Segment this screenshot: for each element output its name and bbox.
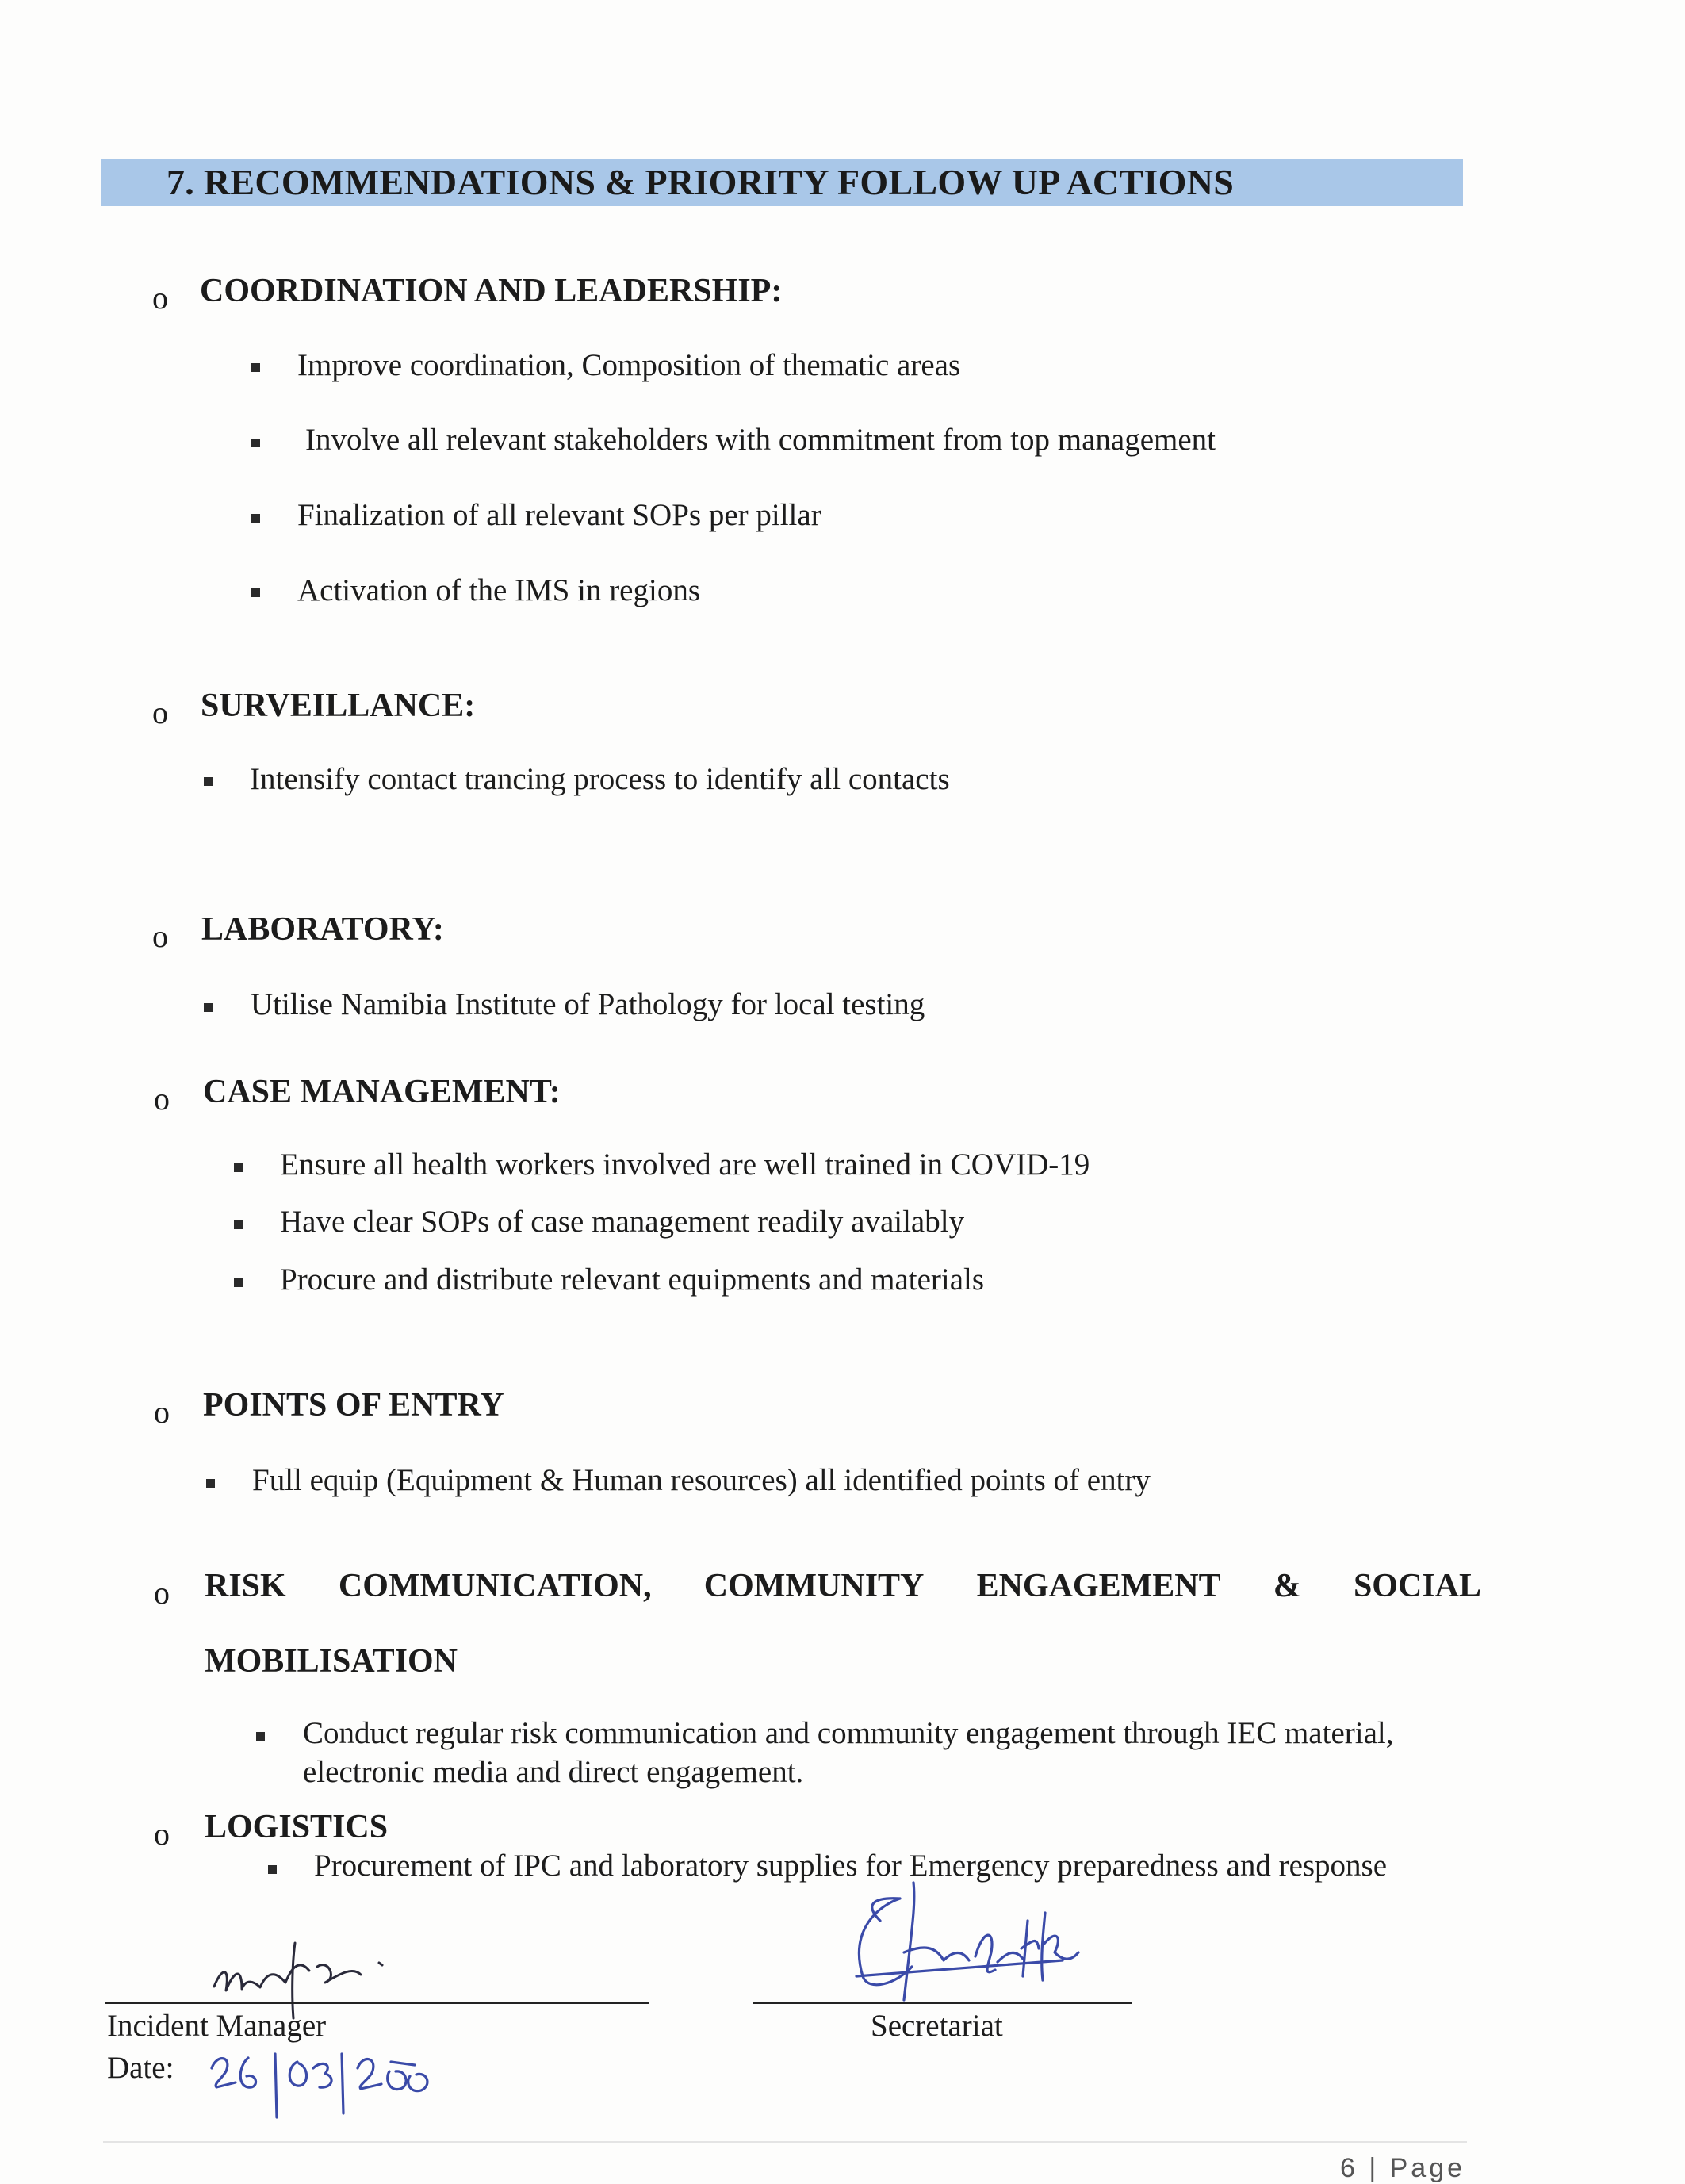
list-item-continued: electronic media and direct engagement. [303, 1755, 804, 1789]
bullet-icon [251, 363, 260, 372]
title-word: COMMUNITY [703, 1568, 925, 1604]
list-item: Involve all relevant stakeholders with commitment from top management [305, 423, 1216, 457]
section-title-laboratory: LABORATORY: [201, 911, 444, 948]
section-marker: o [152, 695, 168, 730]
bullet-icon [206, 1479, 215, 1488]
bullet-icon [204, 777, 213, 786]
section-title-risk [205, 1567, 1481, 1605]
list-item: Procure and distribute relevant equipments and materials [280, 1263, 985, 1297]
section-title-logistics: LOGISTICS [205, 1809, 389, 1845]
list-item: Utilise Namibia Institute of Pathology for local testing [251, 987, 925, 1021]
section-heading: 7. RECOMMENDATIONS & PRIORITY FOLLOW UP ACTIONS [167, 162, 1235, 202]
bullet-icon [251, 439, 260, 447]
bullet-icon [251, 514, 260, 523]
bullet-icon [204, 1003, 213, 1012]
date-label: Date: [107, 2051, 174, 2085]
list-item: Procurement of IPC and laboratory supplies for Emergency preparedness and response [314, 1849, 1388, 1883]
section-marker: o [154, 1081, 170, 1117]
title-word: & [1273, 1568, 1301, 1604]
bullet-icon [234, 1220, 243, 1229]
section-marker: o [152, 918, 168, 954]
title-word: COMMUNICATION, [338, 1568, 652, 1604]
bullet-icon [268, 1865, 277, 1874]
secretariat-label: Secretariat [871, 2009, 1003, 2043]
section-title-surveillance: SURVEILLANCE: [201, 688, 476, 724]
bullet-icon [234, 1278, 243, 1287]
section-title-points-of-entry: POINTS OF ENTRY [203, 1387, 504, 1423]
section-title-risk-line2: MOBILISATION [205, 1643, 458, 1680]
footer-rule [103, 2141, 1467, 2143]
list-item: Conduct regular risk communication and community engagement through IEC material, [303, 1716, 1394, 1750]
section-marker: o [152, 280, 168, 316]
title-word: SOCIAL [1353, 1568, 1481, 1604]
section-title-case-management: CASE MANAGEMENT: [203, 1074, 561, 1110]
incident-manager-label: Incident Manager [107, 2009, 327, 2043]
page-number: 6 | Page [1340, 2153, 1466, 2183]
list-item: Have clear SOPs of case management readily availably [280, 1205, 965, 1239]
list-item: Full equip (Equipment & Human resources) all identified points of entry [252, 1463, 1151, 1497]
section-marker: o [154, 1816, 170, 1852]
title-word: ENGAGEMENT [976, 1568, 1221, 1604]
signature-line [105, 2002, 649, 2004]
bullet-icon [256, 1732, 265, 1741]
list-item: Finalization of all relevant SOPs per pillar [297, 498, 821, 532]
list-item: Improve coordination, Composition of thematic areas [297, 348, 961, 382]
secretariat-signature [825, 1873, 1158, 2008]
signature-line [753, 2002, 1132, 2004]
title-word: RISK [205, 1568, 286, 1604]
bullet-icon [251, 588, 260, 597]
bullet-icon [234, 1163, 243, 1172]
section-title-coordination: COORDINATION AND LEADERSHIP: [200, 273, 783, 309]
list-item: Intensify contact trancing process to identify all contacts [250, 762, 950, 796]
list-item: Ensure all health workers involved are well trained in COVID-19 [280, 1148, 1090, 1182]
handwritten-date [202, 2030, 448, 2125]
list-item: Activation of the IMS in regions [297, 573, 701, 607]
section-marker: o [154, 1575, 170, 1611]
section-marker: o [154, 1394, 170, 1430]
